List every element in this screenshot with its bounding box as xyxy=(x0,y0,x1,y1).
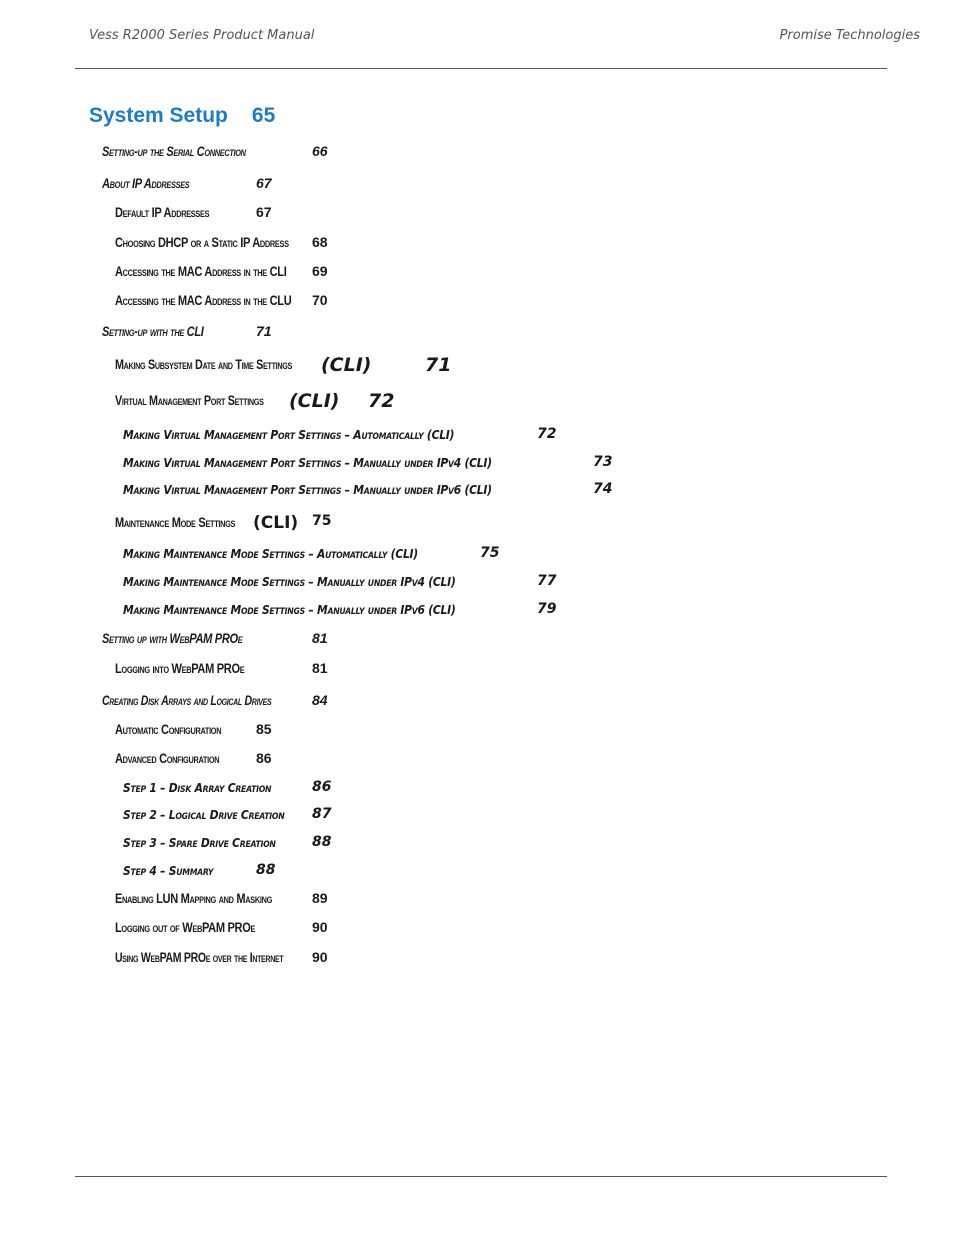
toc-entry-page: 86 xyxy=(256,750,272,766)
toc-entry-title: Making Subsystem Date and Time Settings xyxy=(115,357,292,372)
toc-entry-title: Creating Disk Arrays and Logical Drives xyxy=(102,693,272,708)
toc-entry-title: Accessing the MAC Address in the CLI xyxy=(115,264,287,279)
header-divider xyxy=(75,68,887,69)
toc-entry-page: 88 xyxy=(256,862,276,878)
toc-entry[interactable] xyxy=(115,890,328,908)
toc-entry[interactable] xyxy=(123,454,613,472)
toc-entry-title: Making Virtual Management Port Settings – Manually under IPv4 (CLI) xyxy=(123,455,492,470)
toc-entry[interactable] xyxy=(115,949,331,967)
toc-entry[interactable] xyxy=(123,806,332,824)
toc-entry[interactable] xyxy=(115,204,272,222)
toc-entry-title: Setting-up with the CLI xyxy=(102,324,204,339)
toc-entry-title: Step 2 – Logical Drive Creation xyxy=(123,807,285,822)
toc-entry-title: Making Maintenance Mode Settings – Manually under IPv6 (CLI) xyxy=(123,602,456,617)
toc-entry[interactable] xyxy=(102,630,328,648)
toc-entry[interactable] xyxy=(115,263,328,281)
toc-entry[interactable] xyxy=(115,390,395,412)
toc-entry-title: Making Maintenance Mode Settings – Manually under IPv4 (CLI) xyxy=(123,574,456,589)
toc-entry-page: 67 xyxy=(256,175,272,191)
toc-entry[interactable] xyxy=(115,750,272,768)
toc-entry-title: Advanced Configuration xyxy=(115,751,220,766)
toc-entry[interactable] xyxy=(115,721,272,739)
toc-entry[interactable] xyxy=(115,660,328,678)
toc-entry-page: 75 xyxy=(480,545,500,561)
toc-entry-suffix: (CLI) xyxy=(253,513,299,533)
toc-entry-title: Choosing DHCP or a Static IP Address xyxy=(115,235,289,250)
toc-entry-title: Logging out of WebPAM PROe xyxy=(115,920,256,935)
toc-entry-title: Step 3 – Spare Drive Creation xyxy=(123,835,276,850)
toc-entry-page: 72 xyxy=(537,426,557,442)
toc-entry-title: About IP Addresses xyxy=(102,176,190,191)
toc-entry[interactable] xyxy=(102,175,272,193)
toc-entry[interactable] xyxy=(123,573,557,591)
toc-entry-page: 66 xyxy=(312,143,328,159)
toc-entry-title: Logging into WebPAM PROe xyxy=(115,661,245,676)
toc-entry-page: 81 xyxy=(312,630,328,646)
toc-entry-page: 73 xyxy=(593,454,613,470)
toc-entry-page: 71 xyxy=(425,354,452,376)
toc-entry[interactable] xyxy=(123,601,557,619)
toc-entry[interactable] xyxy=(123,426,557,444)
toc-entry-title: Default IP Addresses xyxy=(115,205,210,220)
toc-entry-page: 72 xyxy=(368,390,395,412)
toc-entry-title: Accessing the MAC Address in the CLU xyxy=(115,293,292,308)
toc-entry-page: 74 xyxy=(593,481,613,497)
toc-entry-page: 85 xyxy=(256,721,272,737)
toc-entry-page: 71 xyxy=(256,323,272,339)
chapter-page: 65 xyxy=(251,104,276,127)
toc-entry[interactable] xyxy=(123,834,332,852)
chapter-title: System Setup xyxy=(89,104,228,127)
toc-entry[interactable] xyxy=(102,692,328,710)
toc-entry-title: Enabling LUN Mapping and Masking xyxy=(115,891,272,906)
toc-entry-page: 68 xyxy=(312,234,328,250)
toc-entry-page: 70 xyxy=(312,292,328,308)
toc-entry-page: 75 xyxy=(312,513,332,529)
toc-entry-page: 90 xyxy=(312,919,328,935)
toc-entry-page: 84 xyxy=(312,692,328,708)
toc-entry-page: 88 xyxy=(312,834,332,850)
toc-entry-page: 79 xyxy=(537,601,557,617)
toc-entry-page: 87 xyxy=(312,806,332,822)
toc-chapter-heading[interactable] xyxy=(89,104,275,128)
toc-entry-page: 89 xyxy=(312,890,328,906)
toc-entry-title: Making Virtual Management Port Settings – Manually under IPv6 (CLI) xyxy=(123,482,492,497)
toc-entry-title: Automatic Configuration xyxy=(115,722,222,737)
toc-entry-title: Step 4 – Summary xyxy=(123,863,214,878)
toc-entry[interactable] xyxy=(115,513,332,533)
toc-entry[interactable] xyxy=(115,354,452,376)
toc-entry-title: Maintenance Mode Settings xyxy=(115,515,236,530)
toc-entry-title: Making Maintenance Mode Settings – Automatically (CLI) xyxy=(123,546,418,561)
toc-entry-title: Setting up with WebPAM PROe xyxy=(102,631,243,646)
toc-entry[interactable] xyxy=(123,481,613,499)
running-header-company: Promise Technologies xyxy=(779,28,920,43)
toc-entry-suffix: (CLI) xyxy=(321,354,372,376)
toc-entry[interactable] xyxy=(115,292,330,310)
footer-divider xyxy=(75,1176,887,1177)
toc-entry-title: Setting-up the Serial Connection xyxy=(102,144,246,159)
toc-entry[interactable] xyxy=(115,919,328,937)
toc-entry-title: Step 1 – Disk Array Creation xyxy=(123,780,272,795)
toc-entry-page: 67 xyxy=(256,204,272,220)
toc-entry[interactable] xyxy=(115,234,327,252)
running-header-title: Vess R2000 Series Product Manual xyxy=(89,28,315,43)
toc-entry-page: 86 xyxy=(312,779,332,795)
toc-entry-title: Virtual Management Port Settings xyxy=(115,393,264,408)
toc-entry-page: 77 xyxy=(537,573,557,589)
toc-entry[interactable] xyxy=(123,545,500,563)
toc-entry[interactable] xyxy=(102,143,328,161)
toc-entry-suffix: (CLI) xyxy=(289,390,340,412)
toc-entry[interactable] xyxy=(123,779,332,797)
toc-entry[interactable] xyxy=(102,323,272,341)
toc-entry-title: Using WebPAM PROe over the Internet xyxy=(115,950,284,965)
toc-entry-page: 90 xyxy=(312,949,328,965)
toc-entry[interactable] xyxy=(123,862,276,880)
toc-entry-page: 69 xyxy=(312,263,328,279)
toc-entry-title: Making Virtual Management Port Settings – Automatically (CLI) xyxy=(123,427,455,442)
toc-entry-page: 81 xyxy=(312,660,328,676)
